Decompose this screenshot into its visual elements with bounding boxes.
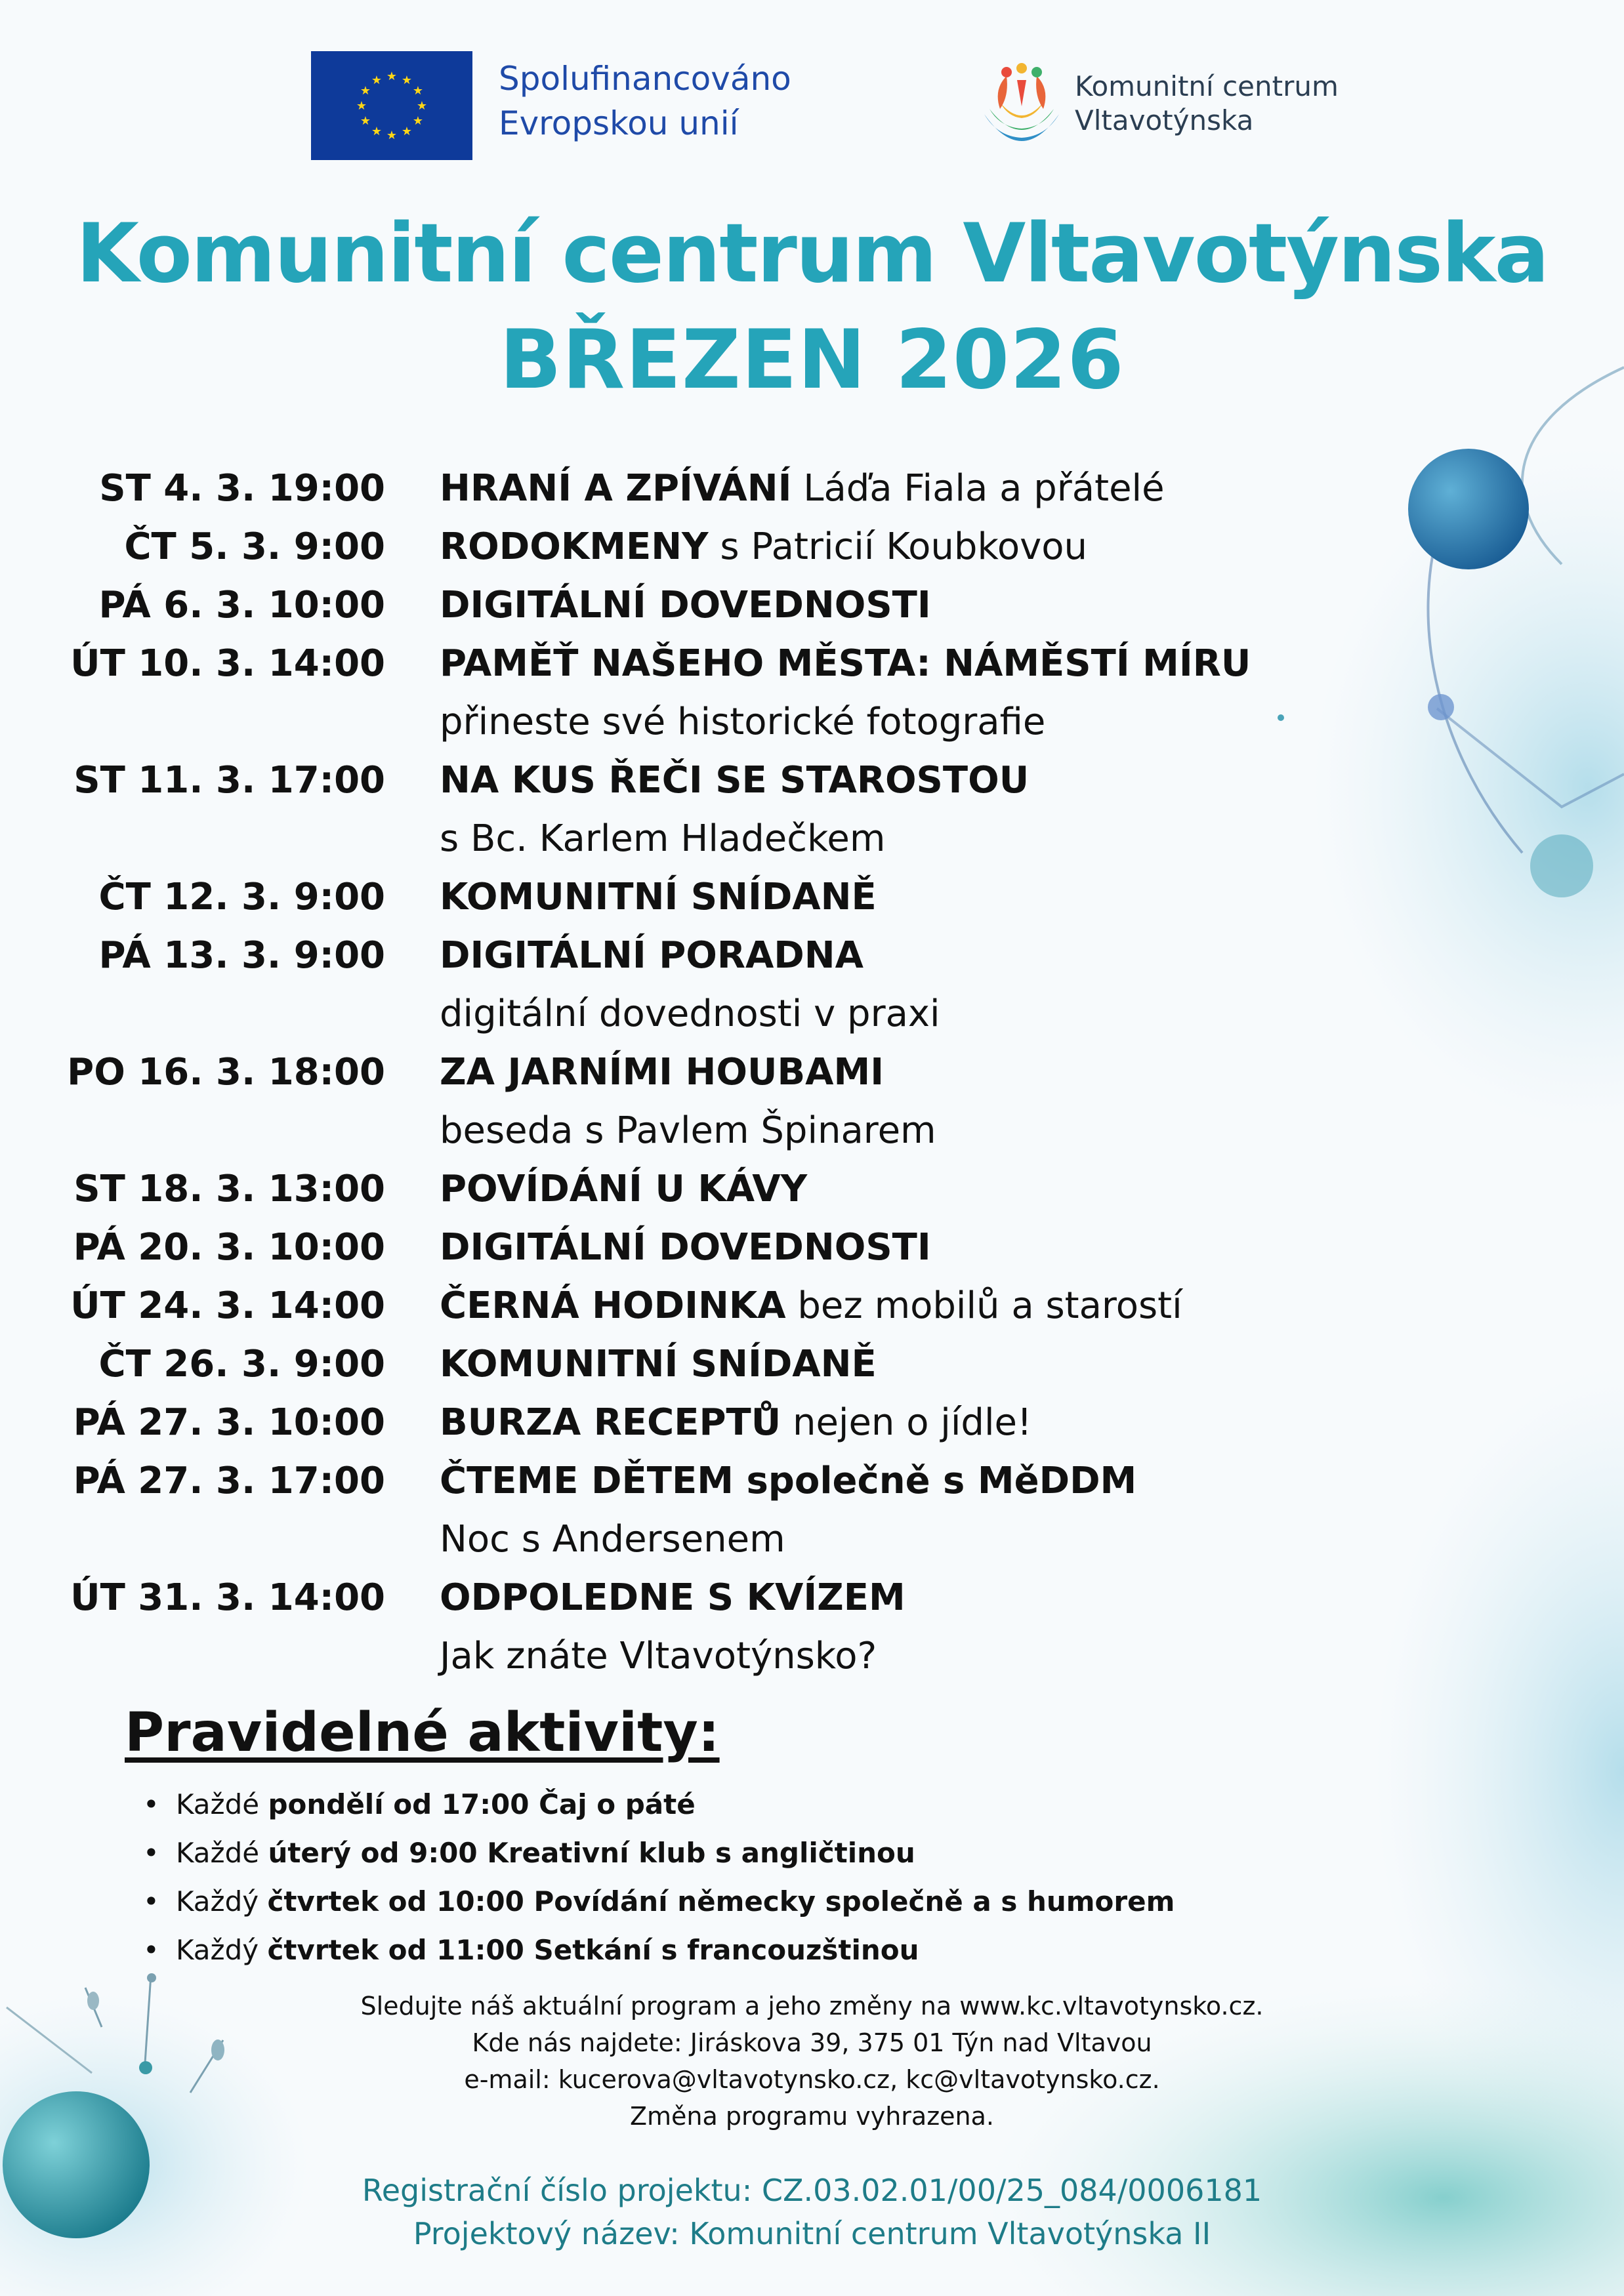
activity-detail: čtvrtek od 10:00 Povídání německy společně a s humorem [267,1885,1175,1917]
activity-prefix: Každý [176,1934,268,1966]
svg-text:★: ★ [416,99,428,113]
schedule-row [0,985,1624,1043]
event-detail: nejen o jídle! [781,1401,1032,1444]
event-detail: s Patricií Koubkovou [708,525,1088,568]
page-subtitle-month: BŘEZEN 2026 [499,313,1125,407]
event-datetime: ÚT 24. 3. 14:00 [70,1284,385,1327]
event-title: DIGITÁLNÍ PORADNA [440,934,864,977]
event-detail: digitální dovednosti v praxi [440,993,940,1035]
community-center-logo-icon [980,63,1063,154]
event-datetime: PÁ 20. 3. 10:00 [73,1226,385,1269]
eu-cofinanced-text [499,56,791,146]
event-datetime: ČT 26. 3. 9:00 [98,1343,385,1385]
event-datetime: ST 4. 3. 19:00 [99,467,385,510]
event-title: ČTEME DĚTEM společně s MěDDM [440,1460,1137,1502]
schedule-row [0,751,1624,810]
event-title: ČERNÁ HODINKA [440,1284,786,1327]
event-description [440,576,931,634]
kc-text-line1: Komunitní centrum [1075,70,1339,102]
event-datetime: PÁ 27. 3. 10:00 [73,1401,385,1444]
event-description [440,1101,936,1160]
event-description [440,810,885,868]
event-detail: přineste své historické fotografie [440,701,1046,743]
event-datetime: ST 18. 3. 13:00 [73,1168,385,1210]
activity-detail: čtvrtek od 11:00 Setkání s francouzštinou [267,1934,919,1966]
svg-text:★: ★ [412,114,424,128]
svg-text:★: ★ [371,125,383,138]
project-registration-number: Registrační číslo projektu: CZ.03.02.01/00/25_084/0006181 [362,2173,1262,2208]
regular-activity-item [143,1926,1175,1975]
svg-text:★: ★ [386,70,398,83]
event-title: ODPOLEDNE S KVÍZEM [440,1576,906,1619]
event-datetime: ÚT 10. 3. 14:00 [70,642,385,685]
schedule-row [0,1043,1624,1101]
event-description [440,1510,785,1568]
regular-activity-item [143,1829,1175,1877]
event-detail: s Bc. Karlem Hladečkem [440,817,886,860]
event-title: BURZA RECEPTŮ [440,1401,781,1444]
event-description [440,459,1165,518]
schedule-row [0,868,1624,926]
event-description [440,1568,906,1627]
event-description [440,1218,931,1277]
event-datetime: ST 11. 3. 17:00 [73,759,385,802]
event-description [440,1393,1031,1452]
schedule-row [0,634,1624,693]
event-description [440,868,877,926]
event-title: PAMĚŤ NAŠEHO MĚSTA: NÁMĚSTÍ MÍRU [440,642,1251,685]
activity-detail: úterý od 9:00 Kreativní klub s angličtinou [268,1837,915,1869]
event-datetime: PÁ 27. 3. 17:00 [73,1460,385,1502]
footer-line-program: Sledujte náš aktuální program a jeho změny na www.kc.vltavotynsko.cz. [360,1992,1264,2020]
schedule-row [0,1160,1624,1218]
schedule-row [0,1277,1624,1335]
event-detail: Láďa Fiala a přátelé [791,467,1165,510]
event-datetime: PÁ 13. 3. 9:00 [98,934,385,977]
schedule-row [0,1101,1624,1160]
regular-activities-title: Pravidelné aktivity: [125,1702,720,1764]
event-description [440,1627,877,1685]
event-title: DIGITÁLNÍ DOVEDNOSTI [440,584,931,626]
activity-prefix: Každý [176,1885,268,1917]
event-datetime: ČT 12. 3. 9:00 [98,876,385,918]
schedule-row [0,810,1624,868]
svg-text:★: ★ [401,73,413,87]
activity-prefix: Každé [176,1788,268,1820]
schedule-row [0,518,1624,576]
event-description [440,693,1045,751]
svg-text:★: ★ [356,99,367,113]
svg-text:★: ★ [371,73,383,87]
event-title: RODOKMENY [440,525,709,568]
event-description [440,1277,1182,1335]
event-title: DIGITÁLNÍ DOVEDNOSTI [440,1226,931,1269]
schedule-row [0,1627,1624,1685]
kc-text-line2: Vltavotýnska [1075,104,1254,136]
schedule-row [0,459,1624,518]
event-title: NA KUS ŘEČI SE STAROSTOU [440,759,1030,802]
regular-activity-item [143,1780,1175,1829]
schedule-row [0,926,1624,985]
event-detail: Noc s Andersenem [440,1518,785,1561]
footer-line-email: e-mail: kucerova@vltavotynsko.cz, kc@vltavotynsko.cz. [464,2065,1160,2094]
svg-text:★: ★ [386,129,398,142]
event-datetime: PÁ 6. 3. 10:00 [98,584,385,626]
schedule-row [0,1335,1624,1393]
schedule-row [0,1218,1624,1277]
event-detail: Jak znáte Vltavotýnsko? [440,1635,877,1677]
event-title: KOMUNITNÍ SNÍDANĚ [440,1343,877,1385]
event-datetime: ÚT 31. 3. 14:00 [70,1576,385,1619]
event-detail: bez mobilů a starostí [785,1284,1182,1327]
activity-detail: pondělí od 17:00 Čaj o páté [268,1788,696,1820]
event-description [440,1452,1136,1510]
event-title: KOMUNITNÍ SNÍDANĚ [440,876,877,918]
regular-activities-list [143,1780,1175,1975]
eu-text-line2: Evropskou unií [499,104,739,142]
schedule-row [0,1393,1624,1452]
schedule-row [0,1568,1624,1627]
schedule-row [0,1510,1624,1568]
event-title: HRANÍ A ZPÍVÁNÍ [440,467,792,510]
event-description [440,751,1029,810]
event-description [440,1043,884,1101]
eu-text-line1: Spolufinancováno [499,60,791,98]
header-logos [0,0,1624,184]
event-detail: beseda s Pavlem Špinarem [440,1109,936,1152]
event-datetime: PO 16. 3. 18:00 [67,1051,385,1094]
schedule-row [0,693,1624,751]
event-description [440,1335,877,1393]
svg-text:★: ★ [360,84,371,98]
event-title: ZA JARNÍMI HOUBAMI [440,1051,885,1094]
svg-text:★: ★ [360,114,371,128]
event-description [440,1160,807,1218]
kc-logo-text [1075,70,1339,138]
event-title: POVÍDÁNÍ U KÁVY [440,1168,808,1210]
schedule-row [0,1452,1624,1510]
footer-line-address: Kde nás najdete: Jiráskova 39, 375 01 Týn nad Vltavou [472,2028,1152,2057]
project-name: Projektový název: Komunitní centrum Vltavotýnska II [413,2216,1211,2251]
regular-activity-item [143,1877,1175,1926]
eu-flag-icon [311,51,472,160]
event-description [440,634,1251,693]
event-description [440,985,940,1043]
event-datetime: ČT 5. 3. 9:00 [124,525,385,568]
svg-text:★: ★ [412,84,424,98]
svg-text:★: ★ [401,125,413,138]
schedule-row [0,576,1624,634]
event-description [440,926,864,985]
event-description [440,518,1087,576]
page-title: Komunitní centrum Vltavotýnska [75,207,1549,301]
activity-prefix: Každé [176,1837,268,1869]
event-schedule [0,459,1624,1685]
footer-line-disclaimer: Změna programu vyhrazena. [630,2102,994,2131]
